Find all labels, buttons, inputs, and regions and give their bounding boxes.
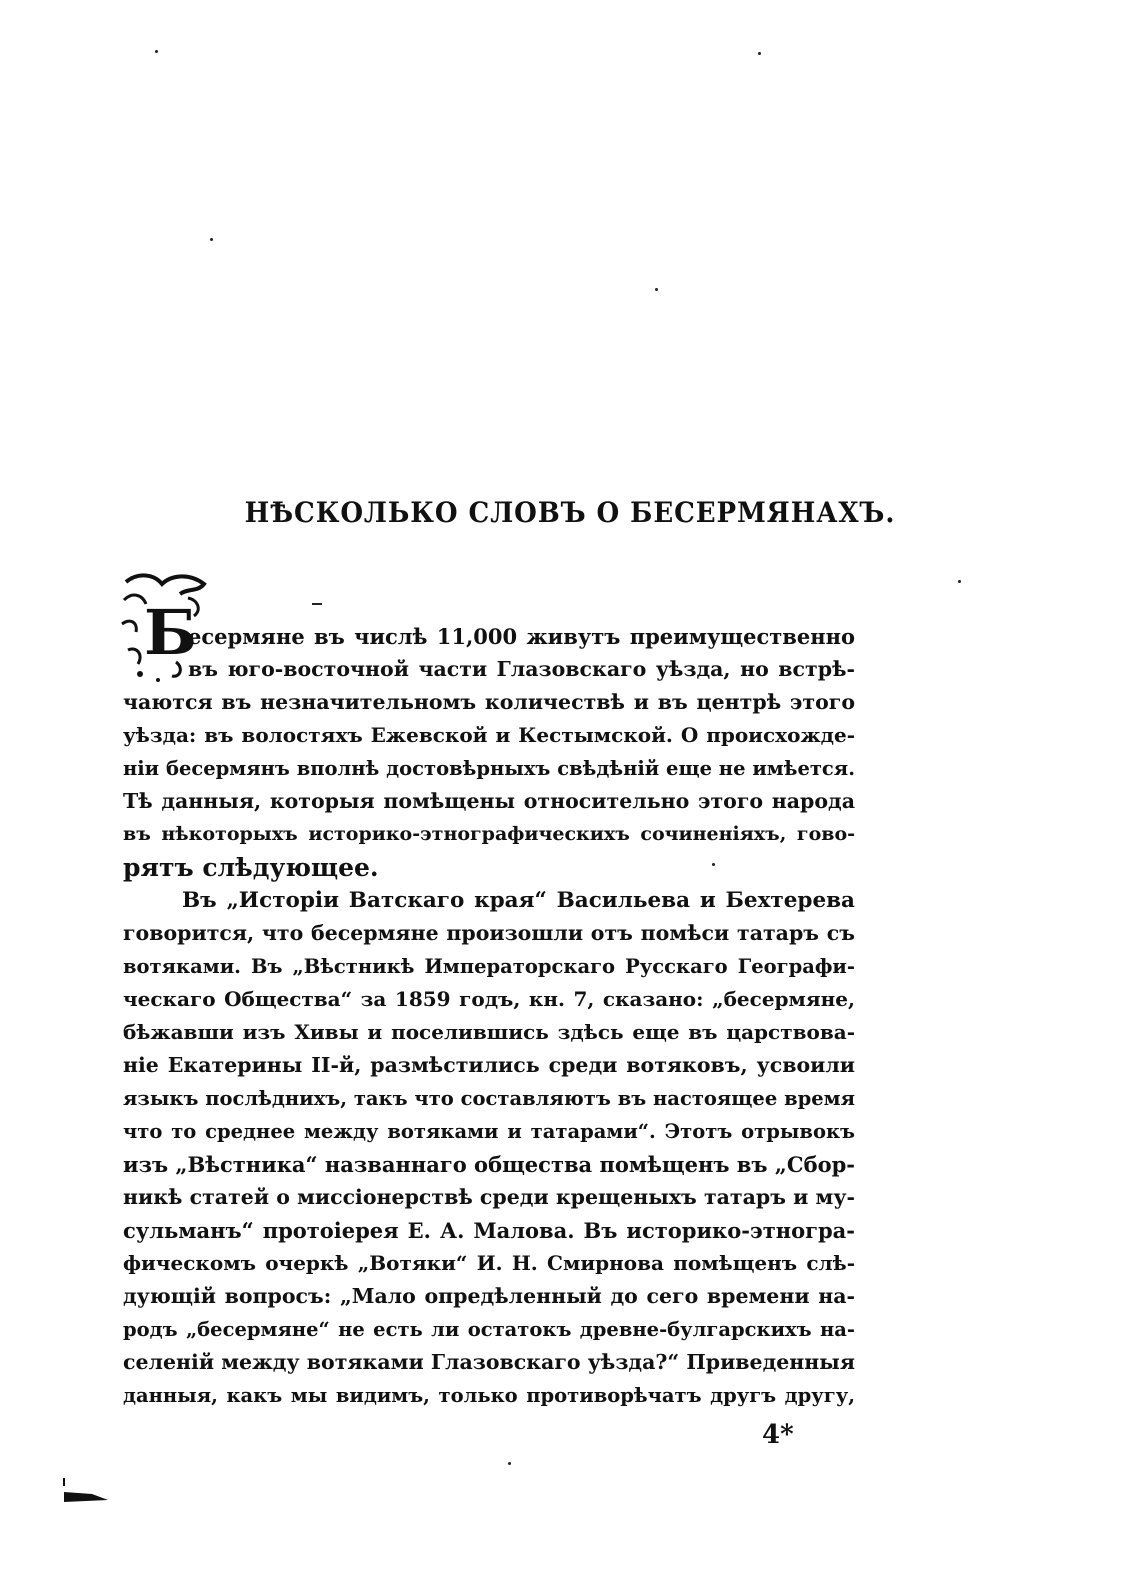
scan-speck [508, 1462, 511, 1465]
text-line: Въ „Исторіи Ватскаго края“ Васильева и Бехтерева [182, 888, 855, 913]
page-number: 4* [762, 1420, 794, 1450]
text-line: ніи бесермянъ вполнѣ достовѣрныхъ свѣдѣній еще не имѣется. [123, 757, 855, 780]
scan-edge-mark [62, 1478, 112, 1512]
text-line: бѣжавши изъ Хивы и поселившись здѣсь еще въ царствова- [123, 1020, 855, 1044]
text-line: ческаго Общества“ за 1859 годъ, кн. 7, сказано: „бесермяне, [123, 987, 855, 1011]
dropcap-letter: Б [144, 596, 197, 669]
scan-speck [758, 52, 761, 55]
text-line: селеній между вотяками Глазовскаго уѣзда?“ Приведенныя [123, 1350, 855, 1374]
text-line: фическомъ очеркѣ „Вотяки“ И. Н. Смирнова помѣщенъ слѣ- [123, 1251, 855, 1275]
text-line: данныя, какъ мы видимъ, только противорѣчатъ другъ другу, [123, 1384, 855, 1407]
text-line: родъ „бесермяне“ не есть ли остатокъ древне-булгарскихъ на- [123, 1318, 855, 1341]
scan-speck [155, 50, 158, 53]
scan-speck [210, 238, 213, 241]
text-line: вотяками. Въ „Вѣстникѣ Императорскаго Русскаго Географи- [123, 955, 855, 978]
chapter-title: НѢСКОЛЬКО СЛОВЪ О БЕСЕРМЯНАХЪ. [244, 496, 896, 529]
text-line: рятъ слѣдующее. [123, 853, 379, 882]
scan-speck [312, 603, 322, 605]
text-line: языкъ послѣднихъ, такъ что составляютъ въ настоящее время [123, 1087, 855, 1110]
text-line: чаются въ незначительномъ количествѣ и въ центрѣ этого [123, 690, 855, 714]
text-line: уѣзда: въ волостяхъ Ежевской и Кестымской. О происхожде- [123, 723, 855, 747]
scan-speck [655, 288, 658, 291]
text-line: говорится, что бесермяне произошли отъ помѣси татаръ съ [123, 921, 855, 945]
text-line: ніе Екатерины II-й, размѣстились среди вотяковъ, усвоили [123, 1053, 855, 1077]
text-line: что то среднее между вотяками и татарами“. Этотъ отрывокъ [123, 1120, 855, 1143]
scan-speck [958, 580, 961, 583]
text-line: сульманъ“ протоіерея Е. А. Малова. Въ историко-этногра- [123, 1218, 855, 1243]
text-line: изъ „Вѣстника“ названнаго общества помѣщенъ въ „Сбор- [123, 1152, 855, 1177]
text-line: въ юго-восточной части Глазовскаго уѣзда, но встрѣ- [188, 657, 855, 681]
text-line: Тѣ данныя, которыя помѣщены относительно этого народа [123, 789, 855, 813]
text-line: въ нѣкоторыхъ историко-этнографическихъ сочиненіяхъ, гово- [123, 823, 855, 845]
text-line: есермяне въ числѣ 11,000 живутъ преимущественно [188, 624, 855, 649]
text-line: никѣ статей о миссіонерствѣ среди крещеныхъ татаръ и му- [123, 1185, 855, 1209]
text-line: дующій вопросъ: „Мало опредѣленный до сего времени на- [123, 1284, 855, 1308]
